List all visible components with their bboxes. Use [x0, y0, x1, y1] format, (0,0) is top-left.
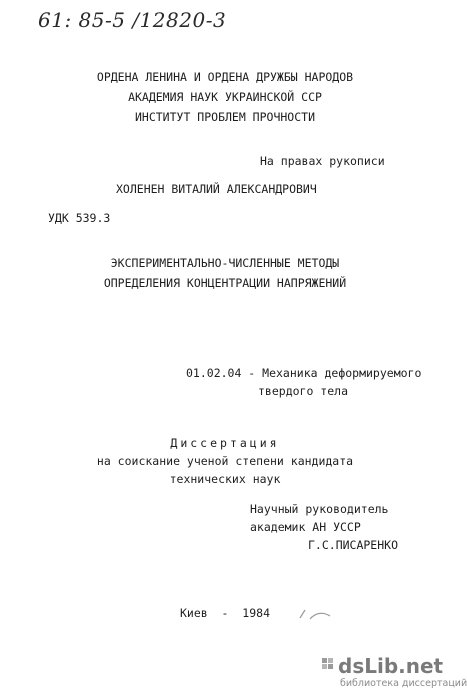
dissertation-line-3: технических наук	[169, 472, 281, 486]
supervisor-title: академик АН УССР	[250, 520, 361, 534]
author-name: ХОЛЕНЕН ВИТАЛИЙ АЛЕКСАНДРОВИЧ	[116, 182, 317, 196]
specialty-line-2: твердого тела	[258, 384, 349, 398]
watermark-subtitle: библиотека диссертаций	[340, 678, 467, 689]
manuscript-rights: На правах рукописи	[260, 154, 385, 168]
city-year: Киев - 1984	[179, 606, 270, 620]
pencil-mark-icon	[296, 604, 336, 624]
udk-code: УДК 539.3	[48, 211, 111, 225]
watermark-name: dsLib.net	[338, 654, 444, 678]
dissertation-label: Диссертация	[170, 436, 280, 450]
header-line-2: АКАДЕМИЯ НАУК УКРАИНСКОЙ ССР	[128, 90, 322, 104]
title-line-1: ЭКСПЕРИМЕНТАЛЬНО-ЧИСЛЕННЫЕ МЕТОДЫ	[110, 256, 340, 270]
title-line-2: ОПРЕДЕЛЕНИЯ КОНЦЕНТРАЦИИ НАПРЯЖЕНИЙ	[103, 276, 347, 290]
header-line-1: ОРДЕНА ЛЕНИНА И ОРДЕНА ДРУЖБЫ НАРОДОВ	[96, 70, 354, 84]
handwritten-catalog-code: 61: 85-5 /12820-3	[38, 8, 227, 32]
supervisor-name: Г.С.ПИСАРЕНКО	[308, 538, 399, 552]
dissertation-line-2: на соискание ученой степени кандидата	[96, 454, 354, 468]
specialty-line-1: 01.02.04 - Механика деформируемого	[186, 366, 422, 380]
supervisor-label: Научный руководитель	[250, 502, 389, 516]
dslib-watermark	[322, 654, 467, 694]
dslib-logo-icon	[322, 658, 334, 670]
header-line-3: ИНСТИТУТ ПРОБЛЕМ ПРОЧНОСТИ	[134, 110, 315, 124]
